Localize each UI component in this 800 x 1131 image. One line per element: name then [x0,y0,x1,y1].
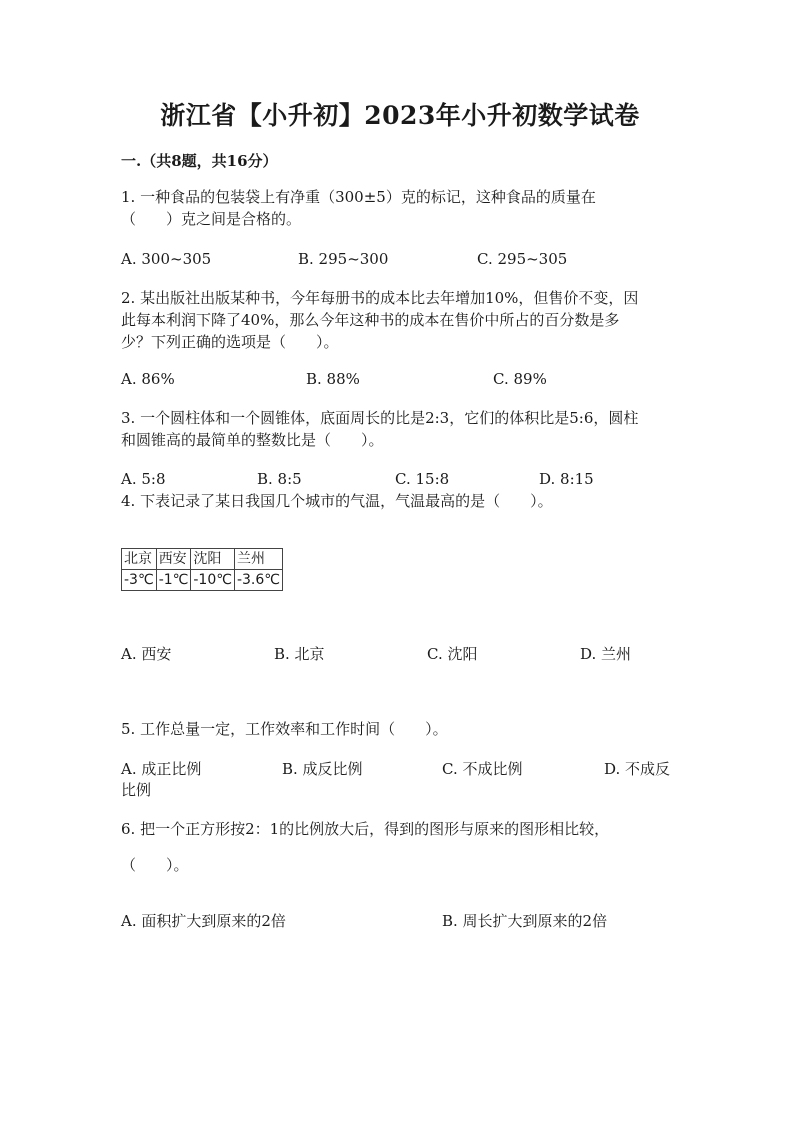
option-a[interactable]: A. 300~305 [121,250,212,268]
option-d[interactable]: D. 兰州 [580,645,632,663]
question-text: 5. 工作总量一定，工作效率和工作时间（ ）。 [121,720,448,738]
option-d[interactable]: D. 8:15 [539,470,594,488]
option-c[interactable]: C. 15:8 [395,470,450,488]
question-6 [121,818,696,840]
temp-cell: -3.6℃ [234,570,282,591]
question-text: 4. 下表记录了某日我国几个城市的气温，气温最高的是（ ）。 [121,492,553,510]
question-text: 和圆锥高的最简单的整数比是（ ）。 [121,431,384,449]
question-text: （ ）。 [121,856,189,874]
option-c[interactable]: C. 不成比例 [442,760,523,778]
question-text: 少？下列正确的选项是（ ）。 [121,333,339,351]
question-text: 2. 某出版社出版某种书，今年每册书的成本比去年增加10%，但售价不变，因 [121,289,639,307]
option-d[interactable]: D. 不成反 [604,760,671,778]
question-5-options [121,758,696,780]
section-heading: 一.（共8题，共16分） [121,152,278,170]
option-c[interactable]: C. 沈阳 [427,645,478,663]
option-b[interactable]: B. 295~300 [298,250,389,268]
option-c[interactable]: C. 295~305 [477,250,568,268]
question-5 [121,718,696,740]
city-cell: 沈阳 [191,549,235,570]
question-text: 此每本利润下降了40%，那么今年这种书的成本在售价中所占的百分数是多 [121,311,620,329]
question-text: （ ）克之间是合格的。 [121,210,302,228]
option-b[interactable]: B. 成反比例 [282,760,363,778]
temp-cell: -3℃ [122,570,157,591]
question-text: 3. 一个圆柱体和一个圆锥体，底面周长的比是2:3，它们的体积比是5:6，圆柱 [121,409,639,427]
option-a[interactable]: A. 成正比例 [121,760,202,778]
question-4-options [121,643,696,665]
option-c[interactable]: C. 89% [493,370,547,388]
option-a[interactable]: A. 5:8 [121,470,166,488]
question-1 [121,186,696,230]
option-a[interactable]: A. 西安 [121,645,172,663]
option-b[interactable]: B. 周长扩大到原来的2倍 [442,912,608,930]
question-4 [121,490,696,512]
question-2 [121,287,696,353]
option-a[interactable]: A. 面积扩大到原来的2倍 [121,912,286,930]
question-6-options [121,910,696,932]
city-cell: 兰州 [234,549,282,570]
temp-cell: -10℃ [191,570,235,591]
table-row [122,570,283,591]
option-b[interactable]: B. 8:5 [257,470,302,488]
question-3 [121,407,696,451]
city-cell: 西安 [156,549,191,570]
table-row [122,549,283,570]
temperature-table [121,548,283,591]
city-cell: 北京 [122,549,157,570]
option-b[interactable]: B. 88% [306,370,360,388]
exam-title: 浙江省【小升初】2023年小升初数学试卷 [160,101,640,130]
question-1-options [121,248,696,270]
question-3-options [121,468,696,490]
question-text: 6. 把一个正方形按2：1的比例放大后，得到的图形与原来的图形相比较， [121,820,610,838]
option-d-continued: 比例 [121,781,152,799]
question-6-continued [121,854,696,876]
temp-cell: -1℃ [156,570,191,591]
question-2-options [121,368,696,390]
option-b[interactable]: B. 北京 [274,645,325,663]
option-a[interactable]: A. 86% [121,370,175,388]
question-text: 1. 一种食品的包装袋上有净重（300±5）克的标记，这种食品的质量在 [121,188,596,206]
